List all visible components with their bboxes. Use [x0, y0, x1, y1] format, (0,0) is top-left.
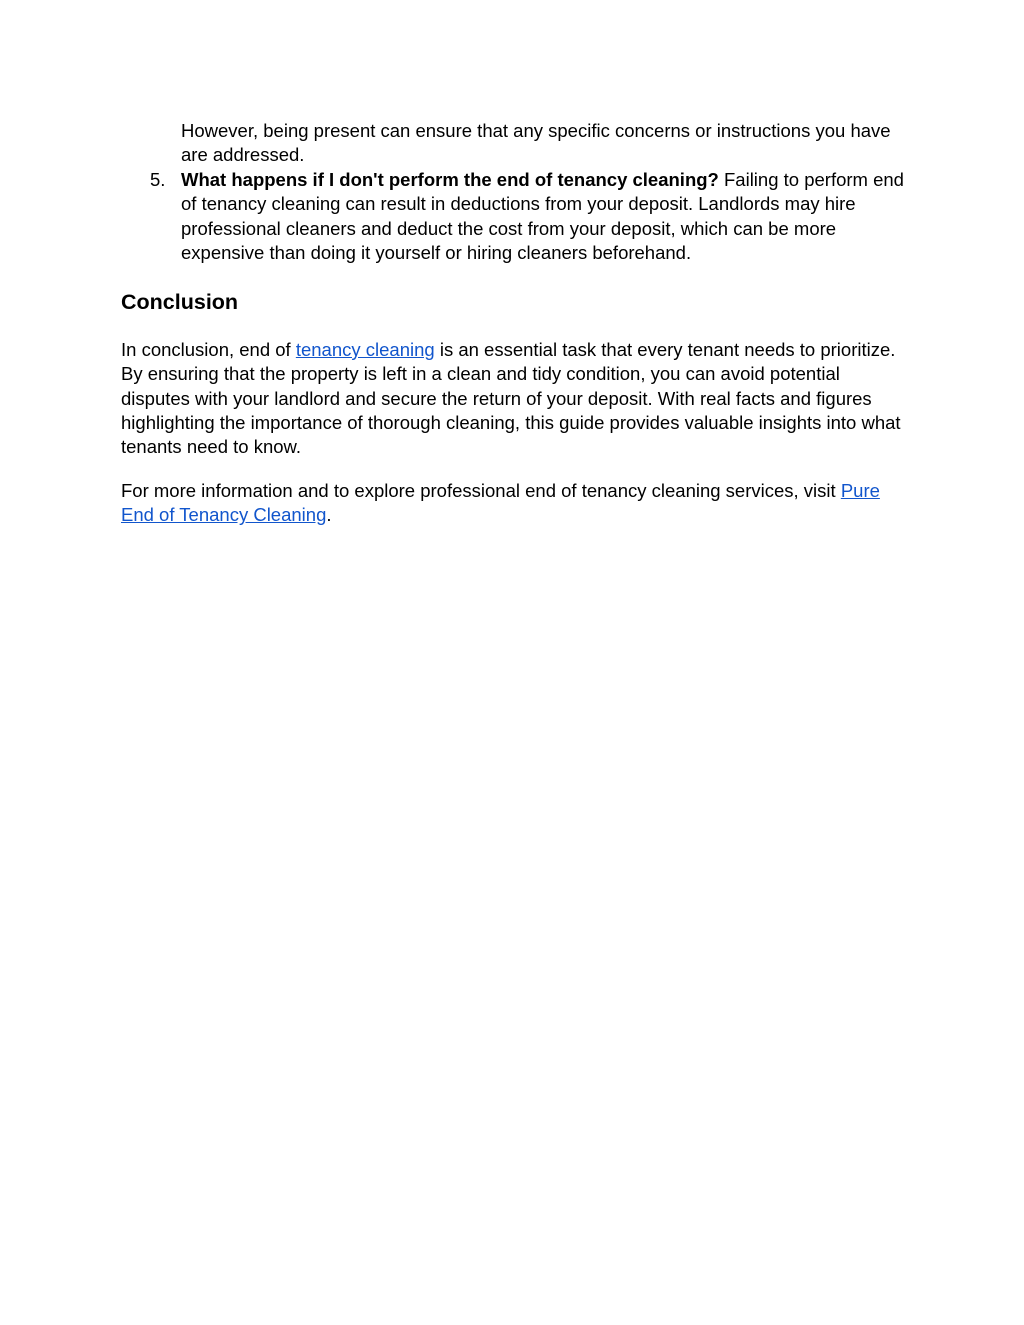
conclusion-paragraph — [121, 338, 911, 459]
paragraph-text: . — [326, 504, 332, 526]
paragraph-text: For more information and to explore professional end of tenancy cleaning services, visit — [121, 480, 841, 501]
faq-answer: Failing to perform end of tenancy cleaning can result in deductions from your deposit. Landlords may hire professional cleaners and deduct the cost from your deposit, which can be more expensive than doing it yourself or hiring cleaners beforehand. — [181, 169, 904, 263]
tenancy-cleaning-link[interactable]: tenancy cleaning — [295, 339, 435, 360]
faq-list-item — [150, 168, 911, 265]
paragraph-text: In conclusion, end of — [121, 339, 296, 360]
conclusion-heading: Conclusion — [121, 290, 239, 314]
more-info-paragraph — [121, 479, 911, 528]
faq-question: What happens if I don't perform the end of tenancy cleaning? — [181, 169, 719, 190]
list-item-continuation: However, being present can ensure that any specific concerns or instructions you have are addressed. — [181, 120, 891, 166]
pure-end-of-tenancy-link[interactable]: Pure End of Tenancy Cleaning — [121, 480, 880, 526]
paragraph-text: is an essential task that every tenant needs to prioritize. By ensuring that the property is left in a clean and tidy condition, you can avoid potential disputes with your landlord and secure the return of your deposit. With real facts and figures highlighting the importance of thorough cleaning, this guide provides valuable insights into what tenants need to know. — [121, 339, 901, 458]
list-number: 5. — [150, 169, 166, 190]
